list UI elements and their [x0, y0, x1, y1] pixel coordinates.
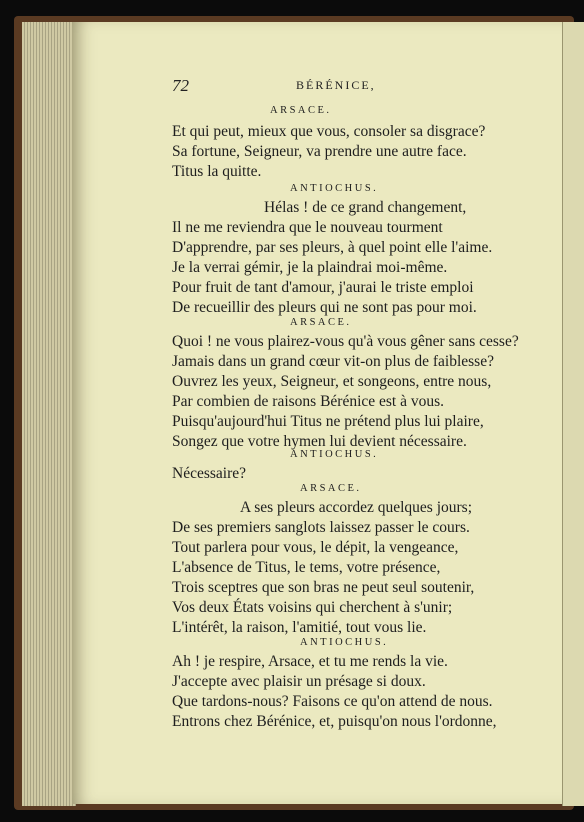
verse-line: Ah ! je respire, Arsace, et tu me rends la vie.	[172, 653, 448, 670]
page-header	[172, 76, 552, 100]
verse-line: Trois sceptres que son bras ne peut seul soutenir,	[172, 579, 475, 596]
verse-line: De ses premiers sanglots laissez passer le cours.	[172, 519, 470, 536]
verse-line: Quoi ! ne vous plairez-vous qu'à vous gêner sans cesse?	[172, 333, 519, 350]
speaker-name: ANTIOCHUS.	[300, 637, 389, 648]
speaker-name: ANTIOCHUS.	[290, 449, 379, 460]
speaker-name: ANTIOCHUS.	[290, 183, 379, 194]
page-edges	[22, 22, 76, 806]
verse-line: Songez que votre hymen lui devient nécessaire.	[172, 433, 467, 450]
verse-line: A ses pleurs accordez quelques jours;	[240, 499, 473, 516]
running-head: BÉRÉNICE,	[296, 78, 376, 92]
verse-line: J'accepte avec plaisir un présage si doux.	[172, 673, 426, 690]
verse-line: Ouvrez les yeux, Seigneur, et songeons, entre nous,	[172, 373, 492, 390]
verse-line: Que tardons-nous? Faisons ce qu'on attend de nous.	[172, 693, 493, 710]
verse-line: Nécessaire?	[172, 465, 247, 482]
verse-line: Puisqu'aujourd'hui Titus ne prétend plus lui plaire,	[172, 413, 484, 430]
verse-line: Entrons chez Bérénice, et, puisqu'on nous l'ordonne,	[172, 713, 497, 730]
speaker-name: ARSACE.	[270, 105, 332, 116]
verse-line: Vos deux États voisins qui cherchent à s'unir;	[172, 599, 453, 616]
verse-line: D'apprendre, par ses pleurs, à quel point elle l'aime.	[172, 239, 493, 256]
verse-line: Tout parlera pour vous, le dépit, la vengeance,	[172, 539, 459, 556]
verse-line: L'intérêt, la raison, l'amitié, tout vous lie.	[172, 619, 427, 636]
facing-page-edge	[562, 22, 584, 806]
speaker-name: ARSACE.	[290, 317, 352, 328]
verse-line: Jamais dans un grand cœur vit-on plus de faiblesse?	[172, 353, 494, 370]
page-number: 72	[172, 76, 189, 95]
verse-line: De recueillir des pleurs qui ne sont pas pour moi.	[172, 299, 477, 316]
verse-line: Titus la quitte.	[172, 163, 262, 180]
verse-line: L'absence de Titus, le tems, votre présence,	[172, 559, 441, 576]
verse-line: Il ne me reviendra que le nouveau tourment	[172, 219, 443, 236]
verse-line: Sa fortune, Seigneur, va prendre une autre face.	[172, 143, 467, 160]
verse-line: Par combien de raisons Bérénice est à vous.	[172, 393, 445, 410]
verse-line: Hélas ! de ce grand changement,	[264, 199, 467, 216]
verse-line: Et qui peut, mieux que vous, consoler sa disgrace?	[172, 123, 486, 140]
verse-line: Je la verrai gémir, je la plaindrai moi-même.	[172, 259, 448, 276]
speaker-name: ARSACE.	[300, 483, 362, 494]
verse-line: Pour fruit de tant d'amour, j'aurai le triste emploi	[172, 279, 474, 296]
